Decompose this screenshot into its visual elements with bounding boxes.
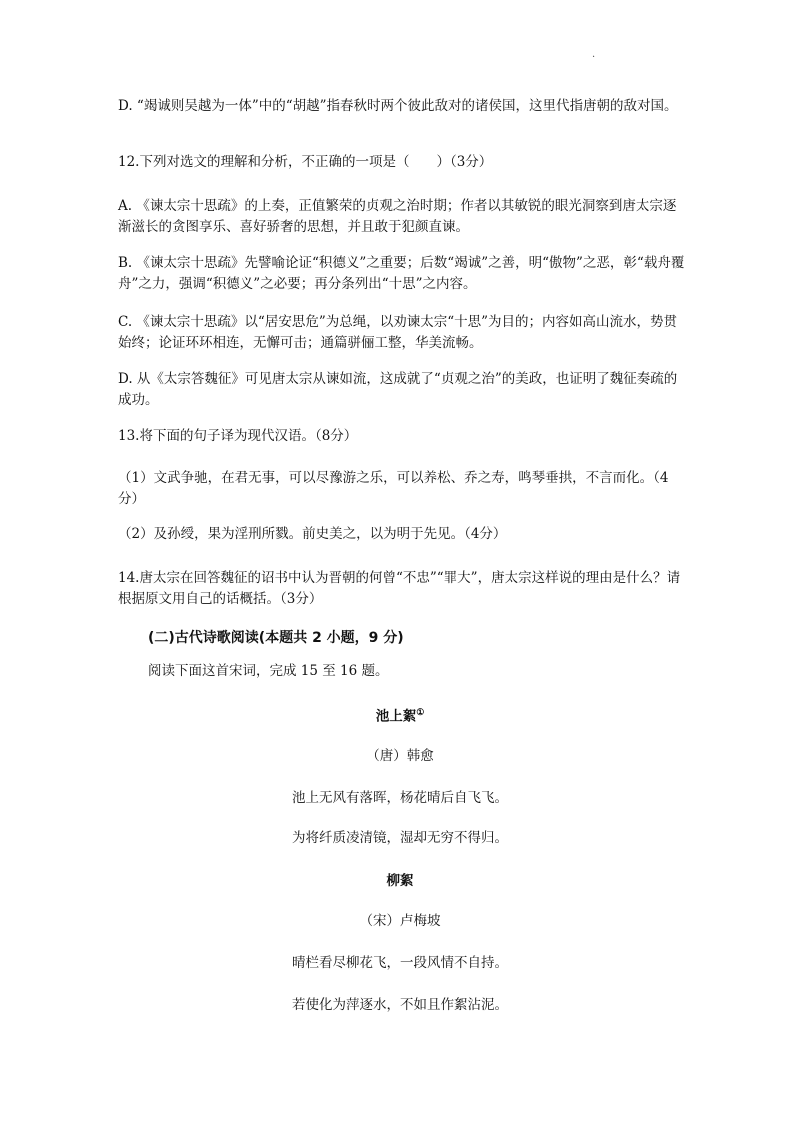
section-heading: (二)古代诗歌阅读(本题共 2 小题，9 分): [148, 630, 404, 646]
q11-option-d: D. “竭诚则吴越为一体”中的“胡越”指春秋时两个彼此敌对的诸侯国，这里代指唐朝的敌对国。: [118, 98, 678, 114]
poem2-line-2: 若使化为萍逐水，不如且作絮沾泥。: [292, 997, 508, 1013]
poem2-line-1: 晴栏看尽柳花飞，一段风情不自持。: [292, 955, 508, 971]
q13-sentence-2: （2）及孙绶，果为淫刑所戮。前史美之，以为明于先见。（4分）: [118, 526, 507, 542]
poem1-title-text: 池上絮: [375, 708, 417, 725]
q12-option-b: B. 《谏太宗十思疏》先譬喻论证“积德义”之重要；后数“竭诚”之善，明“傲物”之恶，彰“载舟覆舟”之力，强调“积德义”之必要；再分条列出“十思”之内容。: [118, 255, 685, 292]
q13-sentence-1: （1）文武争驰，在君无事，可以尽豫游之乐，可以养松、乔之寿，鸣琴垂拱，不言而化。（4分）: [118, 470, 669, 507]
page-mark: ·: [592, 52, 596, 63]
q12-option-a: A. 《谏太宗十思疏》的上奏，正值繁荣的贞观之治时期；作者以其敏锐的眼光洞察到唐太宗逐渐滋长的贪图享乐、喜好骄奢的思想，并且敢于犯颜直谏。: [118, 198, 677, 235]
q12-stem: 12.下列对选文的理解和分析，不正确的一项是（ ）（3分）: [118, 154, 493, 170]
poem1-author: （唐）韩愈: [366, 748, 434, 764]
section-intro: 阅读下面这首宋词，完成 15 至 16 题。: [148, 663, 389, 679]
poem1-title: [0, 703, 800, 727]
poem2-author: （宋）卢梅坡: [359, 913, 441, 929]
q13-stem: 13.将下面的句子译为现代汉语。（8分）: [118, 428, 358, 444]
poem1-footnote-mark: ①: [416, 708, 425, 718]
poem2-title: 柳絮: [386, 873, 414, 889]
q12-option-d: D. 从《太宗答魏征》可见唐太宗从谏如流，这成就了“贞观之治”的美政，也证明了魏征奏疏的成功。: [118, 371, 678, 408]
poem1-line-2: 为将纤质凌清镜，湿却无穷不得归。: [292, 830, 508, 846]
poem1-line-1: 池上无风有落晖，杨花晴后自飞飞。: [292, 790, 508, 806]
q14-stem: 14.唐太宗在回答魏征的诏书中认为晋朝的何曾“不忠”“罪大”，唐太宗这样说的理由是什么？请根据原文用自己的话概括。（3分）: [118, 570, 681, 607]
q12-option-c: C. 《谏太宗十思疏》以“居安思危”为总绳，以劝谏太宗“十思”为目的；内容如高山流水，势贯始终；论证环环相连，无懈可击；通篇骈俪工整，华美流畅。: [118, 314, 678, 351]
